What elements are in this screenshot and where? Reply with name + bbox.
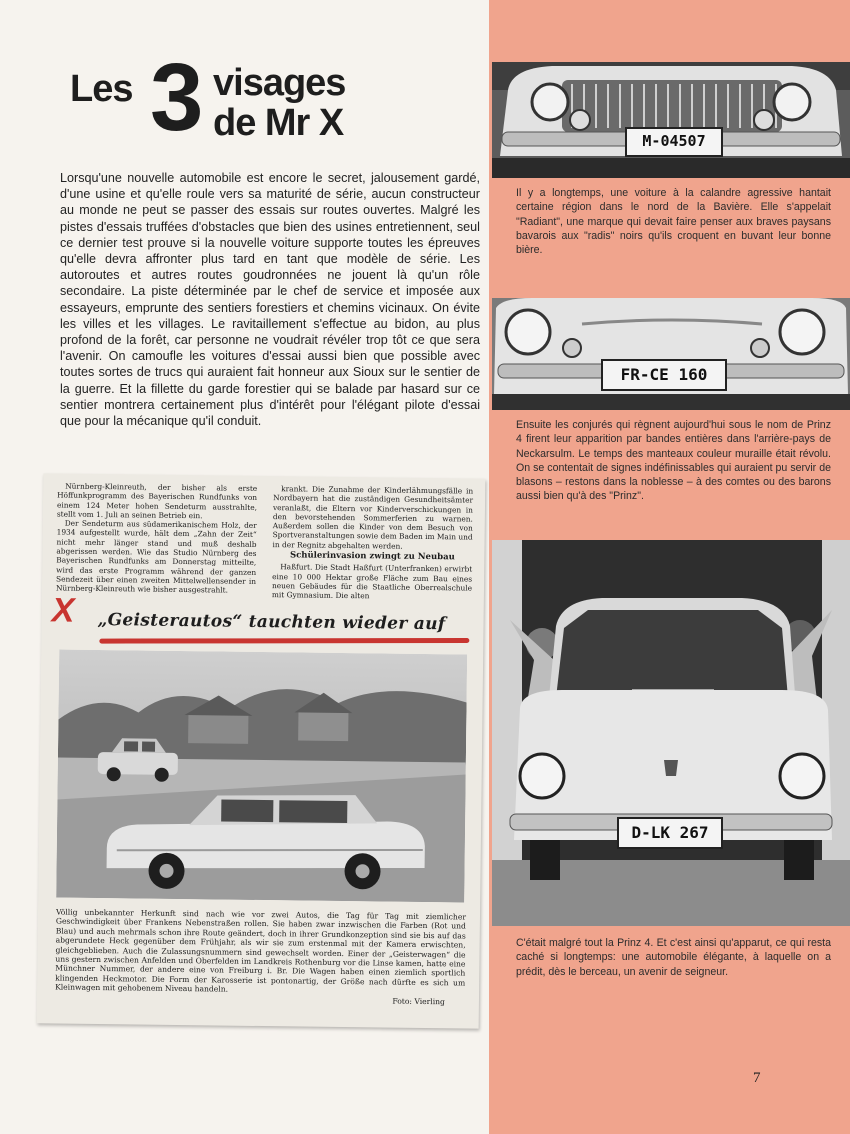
caption-radiant: Il y a longtemps, une voiture à la calandre agressive hantait certaine région dans le nord de la Bavière. Elle s'appelait "Radiant", une marque qui devait faire penser aux braves paysans bavarois aux "radis" noirs qu'ils croquent en buvant leur bonne bière.	[516, 187, 831, 257]
clipping-caption	[55, 908, 466, 1007]
car-front-photo-1	[492, 62, 850, 178]
car-front-photo-2	[492, 298, 850, 410]
clipping-paragraph: Haßfurt. Die Stadt Haßfurt (Unterfranken) erwirbt eine 10 000 Hektar große Fläche zum Bau eines neuen Gebäudes für die Staatliche Oberrealschule mit Gymnasium. Die alten	[271, 562, 473, 601]
license-plate-1: M-04507	[642, 132, 706, 150]
title-line-2: de Mr X	[213, 102, 344, 144]
photo-prinz-camouflage	[492, 298, 850, 410]
title-les: Les	[70, 68, 133, 110]
page-title	[70, 44, 470, 151]
red-underline-mark	[99, 638, 469, 644]
photo-credit: Foto: Vierling	[392, 996, 446, 1006]
photo-prinz-revealed	[492, 540, 850, 926]
clipping-column-right	[272, 484, 473, 602]
title-line-1: visages	[213, 62, 346, 104]
caption-prinz-camouflage: Ensuite les conjurés qui règnent aujourd'hui sous le nom de Prinz 4 firent leur apparition par bandes entières dans l'arrière-pays de Neckarsulm. Le temps des manteaux couleur muraille était révolu. On se contentait de signes indéfinissables qui auraient pu servir de blasons – restons dans la noblesse – à des comtes ou des barons aussi bien qu'à des "Prinz".	[516, 419, 831, 503]
photo-radiant-front	[492, 62, 850, 178]
license-plate-3: D-LK 267	[631, 823, 709, 842]
clipping-paragraph: Nürnberg-Kleinreuth, der bisher als erste Höffunkprogramm des Bayerischen Rundfunks von einem 124 Meter hohen Sendeturm ausstrahlte, stellt vom 1. Juli an seinen Betrieb ein.	[56, 481, 258, 521]
article-paragraph: Lorsqu'une nouvelle automobile est encore le secret, jalousement gardé, d'une usine et qu'elle roule vers sa maturité de série, aucun constructeur au monde ne peut se passer des essais sur routes ouvertes. Malgré les pistes d'essais truffées d'obstacles que bien des usines entretiennent, seul ce dernier test prouve si la nouvelle voiture supporte toutes les épreuves qu'elle devra affronter plus tard en tant que modèle de série. Les autoroutes et autres routes goudronnées ne jouent là qu'un rôle secondaire. La piste déterminée par le chef de service et imposée aux essayeurs, emprunte des sentiers forestiers et chemins vicinaux. On évite les villes et les villages. Le ravitaillement s'effectue au bidon, au plus profond de la forêt, car personne ne voudrait révéler trop tôt ce que sera l'avenir. On camoufle les voitures d'essai aussi bien que possible avec toutes sortes de trucs qui auraient fait honneur aux Sioux sur le sentier de la guerre. Et la fillette du garde forestier qui se balade par hasard sur ce sentier montrera certainement plus d'intérêt pour l'élégant pilote d'essai que pour la mécanique qu'il conduit.	[60, 171, 480, 429]
clipping-photo-illustration	[56, 650, 467, 903]
clipping-paragraph: krankt. Die Zunahme der Kinderlähmungsfälle in Nordbayern hat die zuständigen Gesundheitsämter veranlaßt, die Eltern vor Kinderverschickungen in den bevorstehenden Sommerferien zu warnen. Außerdem sollen die Kinder von dem Besuch von Sportveranstaltungen sowie dem Baden im Main und in der Regnitz abgehalten werden.	[272, 484, 474, 551]
clipping-subheading: Schülerinvasion zwingt zu Neubau	[289, 550, 455, 563]
clipping-column-left	[56, 481, 257, 595]
car-front-photo-3	[492, 540, 850, 926]
clipping-photo	[56, 650, 467, 903]
caption-prinz-revealed: C'était malgré tout la Prinz 4. Et c'est ainsi qu'apparut, ce qui resta caché si longtemps: une automobile élégante, à laquelle on a prédit, dès le berceau, un avenir de seigneur.	[516, 937, 831, 978]
page-number: 7	[753, 1070, 761, 1086]
newspaper-clipping	[37, 473, 486, 1028]
red-x-mark: X	[51, 591, 75, 630]
article-body	[60, 170, 480, 429]
clipping-paragraph: Der Sendeturm aus südamerikanischem Holz, der 1934 aufgestellt wurde, hält dem „Zahn der Zeit“ nicht mehr länger stand und muß deshalb abgerissen werden. Wie das Studio Nürnberg des Bayerischen Rundfunks am Donnerstag mitteilte, wird das erste Programm während der ganzen Sendezeit über einen zweiten Mittelwellensender in Nürnberg-Kleinreuth wie bisher ausgestrahlt.	[55, 518, 257, 595]
clipping-caption-text: Völlig unbekannter Herkunft sind nach wie vor zwei Autos, die Tag für Tag mit ziemlicher Geschwindigkeit über Frankens Nebenstraßen rollen. Sie haben zwar inzwischen die Farben (Rot und Blau) und auch mehrmals schon ihre Route geändert, doch in ihrer Grundkonzeption sind sie bis auf das abgerundete Heck gegenüber dem Frühjahr, als wir sie zum erstenmal mit der Kamera erwischten, gleichgeblieben. Auch die Zulassungsnummern sind gewechselt worden. Einer der „Geisterwagen“ die uns gestern zwischen Anfelden und Oberfelden im Landkreis Rothenburg vor die Linse kamen, hatte eine Münchner Nummer, der andere eine von Freiburg i. Br. Die Wagen haben einen ziemlich sportlich klingenden Heckmotor. Die Form der Karosserie ist pontonartig, der Größe nach dürfte es sich um Kleinwagen mit gehobenem Niveau handeln.	[55, 907, 467, 994]
license-plate-2: FR-CE 160	[620, 365, 708, 384]
title-number: 3	[150, 44, 201, 151]
clipping-headline: „Geisterautos“ tauchten wieder auf	[97, 609, 446, 635]
